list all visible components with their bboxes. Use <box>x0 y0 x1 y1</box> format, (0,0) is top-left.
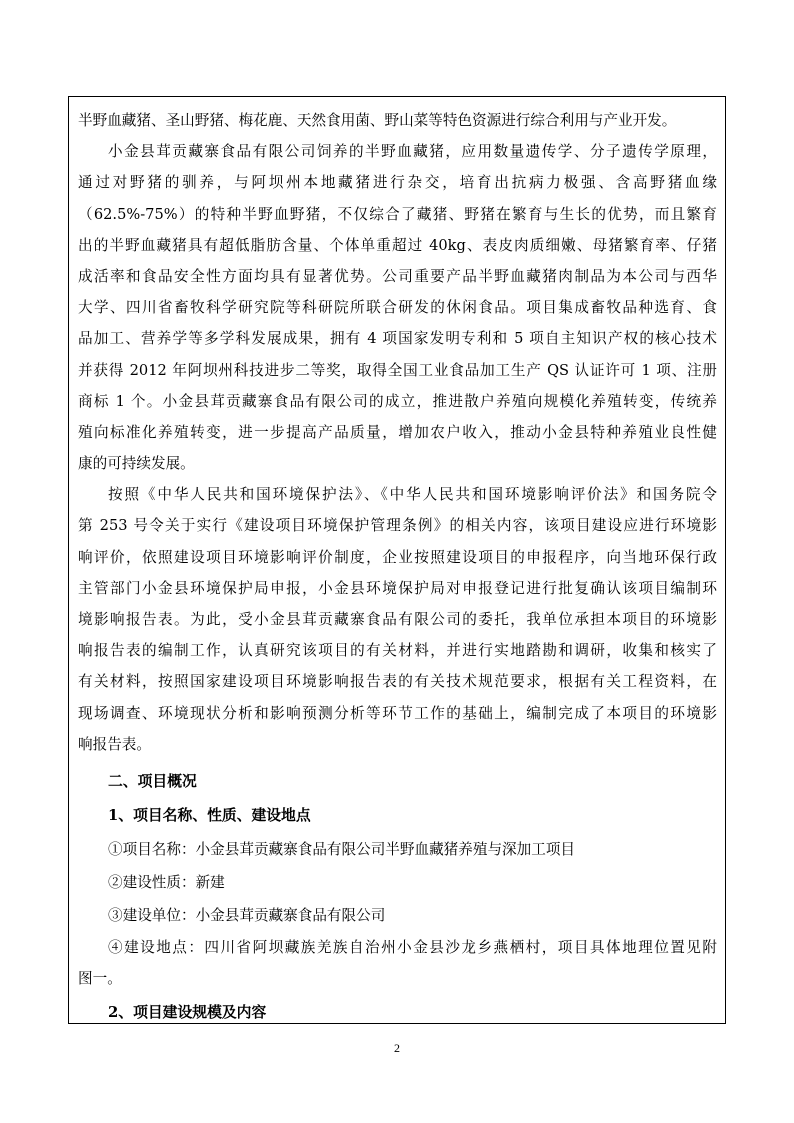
project-name-item: ①项目名称：小金县茸贡藏寨食品有限公司半野血藏猪养殖与深加工项目 <box>108 840 576 858</box>
section-heading: 二、项目概况 <box>108 772 197 790</box>
paragraph-line: （62.5%-75%）的特种半野血野猪，不仅综合了藏猪、野猪在繁育与生长的优势，而且繁育 <box>78 205 717 223</box>
section-project-overview <box>78 765 717 1030</box>
paragraph-line: 商标 1 个。小金县茸贡藏寨食品有限公司的成立，推进散户养殖向规模化养殖转变，传统养 <box>78 392 717 410</box>
page-number: 2 <box>394 1041 400 1055</box>
paragraph-line: 按照《中华人民共和国环境保护法》、《中华人民共和国环境影响评价法》和国务院令 <box>108 486 717 504</box>
paragraph-line: 殖向标准化养殖转变，进一步提高产品质量，增加农户收入，推动小金县特种养殖业良性健 <box>78 423 717 441</box>
project-location-item-continued: 图一。 <box>78 970 122 988</box>
paragraph-line: 有关材料，按照国家建设项目环境影响报告表的有关技术规范要求，根据有关工程资料，在 <box>78 673 717 691</box>
project-location-item: ④建设地点：四川省阿坝藏族羌族自治州小金县沙龙乡燕栖村，项目具体地理位置见附 <box>108 938 717 956</box>
paragraph-line: 并获得 2012 年阿坝州科技进步二等奖，取得全国工业食品加工生产 QS 认证许可 1 项、注册 <box>78 361 717 379</box>
paragraph-line: 大学、四川省畜牧科学研究院等科研院所联合研发的休闲食品。项目集成畜牧品种选育、食 <box>78 299 717 317</box>
paragraph-company <box>78 136 717 479</box>
paragraph-line: 响报告表的编制工作，认真研究该项目的有关材料，并进行实地踏勘和调研，收集和核实了 <box>78 642 717 660</box>
paragraph-line: 第 253 号令关于实行《建设项目环境保护管理条例》的相关内容，该项目建设应进行环境影 <box>78 517 717 535</box>
paragraph-line: 品加工、营养学等多学科发展成果，拥有 4 项国家发明专利和 5 项自主知识产权的核心技术 <box>78 330 717 348</box>
project-nature-item: ②建设性质：新建 <box>108 873 225 891</box>
paragraph-line: 境影响报告表。为此，受小金县茸贡藏寨食品有限公司的委托，我单位承担本项目的环境影 <box>78 611 717 628</box>
paragraph-line: 响评价，依照建设项目环境影响评价制度，企业按照建设项目的申报程序，向当地环保行政 <box>78 548 717 566</box>
paragraph-line: 通过对野猪的驯养，与阿坝州本地藏猪进行杂交，培育出抗病力极强、含高野猪血缘 <box>78 174 717 192</box>
paragraph-line: 康的可持续发展。 <box>78 455 195 473</box>
paragraph-line: 成活率和食品安全性方面均具有显著优势。公司重要产品半野血藏猪肉制品为本公司与西华 <box>78 267 717 285</box>
subsection-heading: 2、项目建设规模及内容 <box>108 1004 267 1022</box>
paragraph-line: 响报告表。 <box>78 735 151 753</box>
paragraph-line: 出的半野血藏猪具有超低脂肪含量、个体单重超过 40kg、表皮肉质细嫩、母猪繁育率、仔猪 <box>78 236 717 254</box>
paragraph-line: 现场调查、环境现状分析和影响预测分析等环节工作的基础上，编制完成了本项目的环境影 <box>78 704 717 722</box>
paragraph-line: 小金县茸贡藏寨食品有限公司饲养的半野血藏猪，应用数量遗传学、分子遗传学原理， <box>108 143 717 161</box>
report-body <box>78 105 717 1030</box>
report-table-frame <box>68 96 726 1024</box>
project-unit-item: ③建设单位：小金县茸贡藏寨食品有限公司 <box>108 906 386 924</box>
paragraph-law <box>78 479 717 760</box>
paragraph-intro-tail-line: 半野血藏猪、圣山野猪、梅花鹿、天然食用菌、野山菜等特色资源进行综合利用与产业开发。 <box>78 112 677 129</box>
paragraph-line: 主管部门小金县环境保护局申报，小金县环境保护局对申报登记进行批复确认该项目编制环 <box>78 579 717 597</box>
subsection-heading: 1、项目名称、性质、建设地点 <box>108 806 311 824</box>
